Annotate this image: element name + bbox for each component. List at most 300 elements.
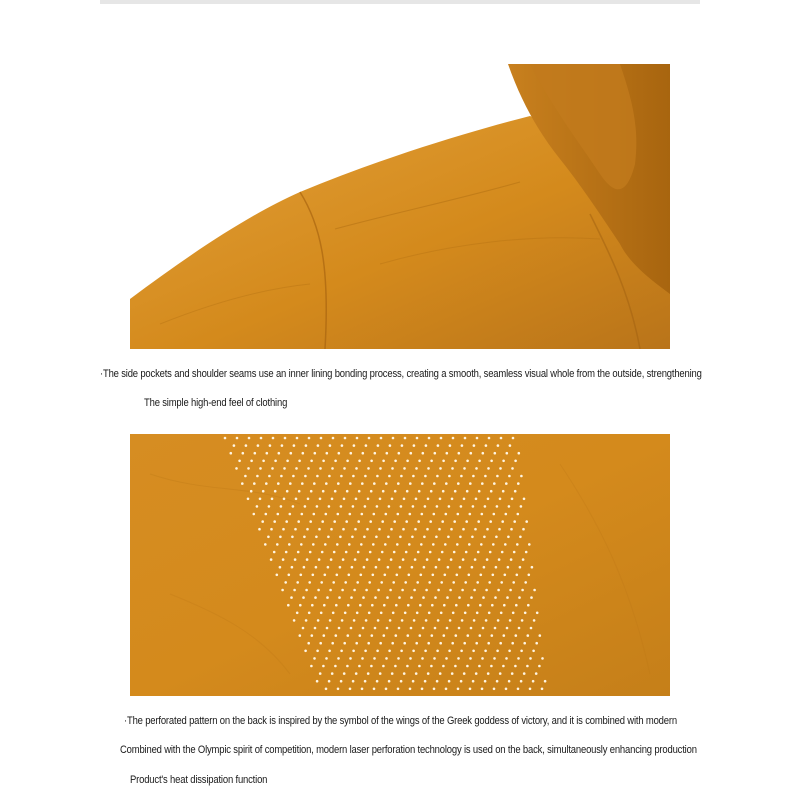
perforation-dot <box>397 482 400 485</box>
perforation-dot <box>382 460 385 463</box>
perforation-dot <box>309 551 312 554</box>
perforation-dot <box>365 589 368 592</box>
perforation-dot <box>465 520 468 523</box>
perforation-dot <box>433 688 436 691</box>
perforation-dot <box>309 520 312 523</box>
perforation-dot <box>516 574 519 577</box>
perforation-dot <box>316 475 319 478</box>
perforation-dot <box>538 665 541 668</box>
perforation-dot <box>335 634 338 637</box>
perforation-dot <box>434 627 437 630</box>
perforation-dot <box>394 460 397 463</box>
perforation-dot <box>306 528 309 531</box>
perforation-dot <box>390 558 393 561</box>
perforation-dot <box>419 604 422 607</box>
perforation-dot <box>525 520 528 523</box>
perforation-dot <box>416 437 419 440</box>
perforation-dot <box>495 536 498 539</box>
perforation-dot <box>415 467 418 470</box>
perforation-dot <box>247 467 250 470</box>
perforation-dot <box>425 444 428 447</box>
perforation-dot <box>300 543 303 546</box>
perforation-dot <box>277 513 280 516</box>
perforation-dot <box>493 657 496 660</box>
perforation-dot <box>497 619 500 622</box>
perforation-dot <box>324 543 327 546</box>
perforation-dot <box>479 634 482 637</box>
perforation-dot <box>405 551 408 554</box>
perforation-dot <box>285 520 288 523</box>
perforation-dot <box>430 665 433 668</box>
perforation-dot <box>420 574 423 577</box>
perforation-dot <box>401 619 404 622</box>
perforation-dot <box>427 672 430 675</box>
perforation-dot <box>399 536 402 539</box>
perforation-dot <box>402 528 405 531</box>
perforation-dot <box>399 566 402 569</box>
perforation-dot <box>383 604 386 607</box>
perforation-dot <box>435 536 438 539</box>
perforation-dot <box>377 444 380 447</box>
perforation-dot <box>397 688 400 691</box>
perforation-dot <box>279 566 282 569</box>
perforation-dot <box>349 513 352 516</box>
perforation-dot <box>306 558 309 561</box>
perforation-dot <box>522 528 525 531</box>
perforation-dot <box>313 657 316 660</box>
perforation-dot <box>514 460 517 463</box>
perforation-dot <box>526 665 529 668</box>
perforation-dot <box>426 528 429 531</box>
perforation-dot <box>327 566 330 569</box>
perforation-dot <box>484 475 487 478</box>
perforation-dot <box>400 475 403 478</box>
perforation-dot <box>478 490 481 493</box>
perforation-dot <box>383 634 386 637</box>
perforation-dot <box>443 604 446 607</box>
perforation-dot <box>370 460 373 463</box>
perforation-dot <box>316 505 319 508</box>
perforation-dot <box>267 536 270 539</box>
perforation-dot <box>359 634 362 637</box>
perforation-dot <box>440 581 443 584</box>
perforation-dot <box>315 536 318 539</box>
perforation-dot <box>367 467 370 470</box>
perforation-dot <box>355 672 358 675</box>
perforation-dot <box>328 475 331 478</box>
perforation-dot <box>493 482 496 485</box>
perforation-dot <box>491 604 494 607</box>
perforation-dot <box>444 543 447 546</box>
perforation-dot <box>254 452 257 455</box>
perforation-dot <box>510 558 513 561</box>
perforation-dot <box>361 688 364 691</box>
perforation-dot <box>429 520 432 523</box>
perforation-dot <box>350 596 353 599</box>
perforation-dot <box>353 444 356 447</box>
perforation-dot <box>323 634 326 637</box>
perforation-dot <box>490 665 493 668</box>
perforation-dot <box>439 642 442 645</box>
perforation-dot <box>517 688 520 691</box>
perforation-dot <box>428 581 431 584</box>
perforation-dot <box>365 444 368 447</box>
perforation-dot <box>512 581 515 584</box>
perforation-dot <box>461 444 464 447</box>
perforation-dot <box>286 490 289 493</box>
perforation-dot <box>292 505 295 508</box>
perforation-dot <box>304 505 307 508</box>
perforation-dot <box>469 513 472 516</box>
perforation-dot <box>363 536 366 539</box>
jacket-back-perforation-photo <box>130 434 670 696</box>
perforation-dot <box>520 680 523 683</box>
perforation-dot <box>353 589 356 592</box>
perforation-dot <box>337 688 340 691</box>
perforation-dot <box>317 444 320 447</box>
perforation-dot <box>436 680 439 683</box>
perforation-dot <box>391 672 394 675</box>
perforation-dot <box>343 642 346 645</box>
perforation-dot <box>439 672 442 675</box>
perforation-dot <box>528 574 531 577</box>
perforation-dot <box>379 467 382 470</box>
perforation-dot <box>384 543 387 546</box>
perforation-dot <box>329 444 332 447</box>
perforation-dot <box>446 596 449 599</box>
perforation-dot <box>386 452 389 455</box>
perforation-dot <box>447 536 450 539</box>
perforation-dot <box>343 672 346 675</box>
perforation-dot <box>340 650 343 653</box>
perforation-dot <box>448 505 451 508</box>
perforation-dot <box>487 467 490 470</box>
perforation-dot <box>483 536 486 539</box>
perforation-dot <box>411 536 414 539</box>
perforation-dot <box>326 627 329 630</box>
perforation-dot <box>319 672 322 675</box>
perforation-dot <box>283 467 286 470</box>
perforation-dot <box>311 604 314 607</box>
perforation-dot <box>460 650 463 653</box>
perforation-dot <box>531 566 534 569</box>
perforation-dot <box>394 665 397 668</box>
perforation-dot <box>508 505 511 508</box>
perforation-dot <box>544 680 547 683</box>
perforation-dot <box>377 589 380 592</box>
perforation-dot <box>457 657 460 660</box>
perforation-dot <box>385 657 388 660</box>
perforation-dot <box>431 604 434 607</box>
perforation-dot <box>336 574 339 577</box>
perforation-dot <box>494 452 497 455</box>
perforation-dot <box>470 452 473 455</box>
perforation-dot <box>484 650 487 653</box>
perforation-dot <box>487 642 490 645</box>
perforation-dot <box>367 642 370 645</box>
perforation-dot <box>524 581 527 584</box>
perforation-dot <box>459 536 462 539</box>
perforation-dot <box>511 672 514 675</box>
perforation-dot <box>281 589 284 592</box>
perforation-dot <box>384 574 387 577</box>
perforation-dot <box>338 452 341 455</box>
perforation-dot <box>417 551 420 554</box>
perforation-dot <box>288 574 291 577</box>
perforation-dot <box>405 520 408 523</box>
perforation-dot <box>425 589 428 592</box>
perforation-dot <box>510 528 513 531</box>
perforation-dot <box>400 650 403 653</box>
perforation-dot <box>322 490 325 493</box>
perforation-dot <box>345 551 348 554</box>
perforation-dot <box>498 528 501 531</box>
perforation-dot <box>364 650 367 653</box>
perforation-dot <box>466 460 469 463</box>
perforation-dot <box>458 627 461 630</box>
perforation-dot <box>305 589 308 592</box>
perforation-dot <box>408 574 411 577</box>
perforation-dot <box>518 627 521 630</box>
perforation-dot <box>493 688 496 691</box>
perforation-dot <box>316 650 319 653</box>
perforation-dot <box>354 528 357 531</box>
perforation-dot <box>356 581 359 584</box>
perforation-dot <box>412 650 415 653</box>
perforation-dot <box>276 574 279 577</box>
perforation-dot <box>508 680 511 683</box>
perforation-dot <box>413 589 416 592</box>
perforation-dot <box>404 612 407 615</box>
perforation-dot <box>395 604 398 607</box>
perforation-dot <box>244 475 247 478</box>
perforation-dot <box>410 627 413 630</box>
perforation-dot <box>481 657 484 660</box>
perforation-dot <box>449 444 452 447</box>
perforation-dot <box>458 596 461 599</box>
perforation-dot <box>485 444 488 447</box>
perforation-dot <box>241 482 244 485</box>
perforation-dot <box>373 513 376 516</box>
perforation-dot <box>373 657 376 660</box>
perforation-dot <box>449 619 452 622</box>
perforation-dot <box>342 528 345 531</box>
perforation-dot <box>345 520 348 523</box>
perforation-dot <box>499 498 502 501</box>
perforation-dot <box>259 498 262 501</box>
perforation-dot <box>412 505 415 508</box>
perforation-dot <box>278 452 281 455</box>
perforation-dot <box>476 437 479 440</box>
perforation-dot <box>516 543 519 546</box>
perforation-dot <box>388 680 391 683</box>
perforation-dot <box>268 505 271 508</box>
perforation-dot <box>472 680 475 683</box>
perforation-dot <box>397 513 400 516</box>
perforation-dot <box>479 604 482 607</box>
perforation-dot <box>511 467 514 470</box>
perforation-dot <box>490 490 493 493</box>
perforation-dot <box>341 444 344 447</box>
perforation-dot <box>334 460 337 463</box>
perforation-dot <box>497 589 500 592</box>
perforation-dot <box>447 566 450 569</box>
perforation-dot <box>344 581 347 584</box>
perforation-dot <box>443 634 446 637</box>
perforation-dot <box>444 574 447 577</box>
perforation-dot <box>343 467 346 470</box>
perforation-dot <box>319 498 322 501</box>
perforation-dot <box>518 452 521 455</box>
perforation-dot <box>264 543 267 546</box>
perforation-dot <box>438 528 441 531</box>
perforation-dot <box>235 467 238 470</box>
perforation-dot <box>535 642 538 645</box>
perforation-dot <box>398 627 401 630</box>
perforation-dot <box>328 680 331 683</box>
perforation-dot <box>350 452 353 455</box>
perforation-dot <box>520 505 523 508</box>
perforation-dot <box>364 680 367 683</box>
perforation-dot <box>487 672 490 675</box>
perforation-dot <box>326 596 329 599</box>
perforation-dot <box>321 520 324 523</box>
perforation-dot <box>496 505 499 508</box>
perforation-dot <box>463 467 466 470</box>
perforation-dot <box>428 437 431 440</box>
perforation-dot <box>468 543 471 546</box>
perforation-dot <box>504 574 507 577</box>
perforation-dot <box>302 452 305 455</box>
perforation-dot <box>410 452 413 455</box>
perforation-dot <box>512 612 515 615</box>
perforation-dot <box>391 642 394 645</box>
perforation-dot <box>403 672 406 675</box>
perforation-dot <box>333 551 336 554</box>
perforation-dot <box>375 566 378 569</box>
perforation-dot <box>322 665 325 668</box>
perforation-dot <box>429 551 432 554</box>
perforation-dot <box>424 650 427 653</box>
perforation-dot <box>350 627 353 630</box>
perforation-dot <box>541 657 544 660</box>
perforation-dot <box>280 475 283 478</box>
perforation-dot <box>389 619 392 622</box>
perforation-dot <box>494 596 497 599</box>
perforation-dot <box>269 444 272 447</box>
perforation-dot <box>474 528 477 531</box>
perforation-dot <box>318 528 321 531</box>
perforation-dot <box>435 566 438 569</box>
perforation-dot <box>338 627 341 630</box>
perforation-dot <box>352 680 355 683</box>
perforation-dot <box>290 596 293 599</box>
perforation-dot <box>395 634 398 637</box>
perforation-dot <box>310 490 313 493</box>
perforation-dot <box>407 604 410 607</box>
perforation-dot <box>478 460 481 463</box>
perforation-dot <box>291 536 294 539</box>
perforation-dot <box>422 627 425 630</box>
perforation-dot <box>325 482 328 485</box>
perforation-dot <box>348 543 351 546</box>
perforation-dot <box>416 612 419 615</box>
perforation-dot <box>294 528 297 531</box>
perforation-dot <box>409 688 412 691</box>
perforation-dot <box>320 612 323 615</box>
perforation-dot <box>433 513 436 516</box>
perforation-dot <box>505 688 508 691</box>
perforation-dot <box>262 490 265 493</box>
perforation-dot <box>314 596 317 599</box>
perforation-dot <box>325 657 328 660</box>
perforation-dot <box>331 467 334 470</box>
perforation-dot <box>303 536 306 539</box>
perforation-dot <box>392 437 395 440</box>
perforation-dot <box>439 467 442 470</box>
perforation-dot <box>352 475 355 478</box>
perforation-dot <box>381 551 384 554</box>
perforation-dot <box>256 475 259 478</box>
perforation-dot <box>470 596 473 599</box>
perforation-dot <box>456 543 459 546</box>
perforation-dot <box>334 665 337 668</box>
perforation-dot <box>346 490 349 493</box>
perforation-dot <box>386 596 389 599</box>
perforation-dot <box>524 612 527 615</box>
perforation-dot <box>480 543 483 546</box>
perforation-dot <box>529 688 532 691</box>
perforation-dot <box>478 665 481 668</box>
perforation-dot <box>475 642 478 645</box>
perforation-dot <box>370 490 373 493</box>
perforation-dot <box>376 680 379 683</box>
perforation-dot <box>324 574 327 577</box>
perforation-dot <box>374 452 377 455</box>
perforation-dot <box>347 634 350 637</box>
perforation-dot <box>451 498 454 501</box>
perforation-dot <box>230 452 233 455</box>
perforation-dot <box>509 589 512 592</box>
perforation-dot <box>502 460 505 463</box>
perforation-dot <box>457 688 460 691</box>
perforation-dot <box>455 634 458 637</box>
perforation-dot <box>253 513 256 516</box>
perforation-dot <box>330 528 333 531</box>
perforation-dot <box>525 551 528 554</box>
perforation-dot <box>471 566 474 569</box>
perforation-dot <box>507 566 510 569</box>
perforation-dot <box>441 520 444 523</box>
perforation-dot <box>286 460 289 463</box>
perforation-dot <box>333 520 336 523</box>
perforation-dot <box>527 604 530 607</box>
perforation-dot <box>375 536 378 539</box>
perforation-dot <box>533 589 536 592</box>
perforation-dot <box>371 634 374 637</box>
perforation-dot <box>430 460 433 463</box>
perforation-dot <box>356 437 359 440</box>
perforation-dot <box>418 460 421 463</box>
perforation-dot <box>505 657 508 660</box>
perforation-dot <box>456 574 459 577</box>
perforation-dot <box>462 528 465 531</box>
perforation-dot <box>532 650 535 653</box>
perforation-dot <box>343 498 346 501</box>
perforation-dot <box>469 688 472 691</box>
perforation-dot <box>273 520 276 523</box>
perforation-dot <box>403 498 406 501</box>
